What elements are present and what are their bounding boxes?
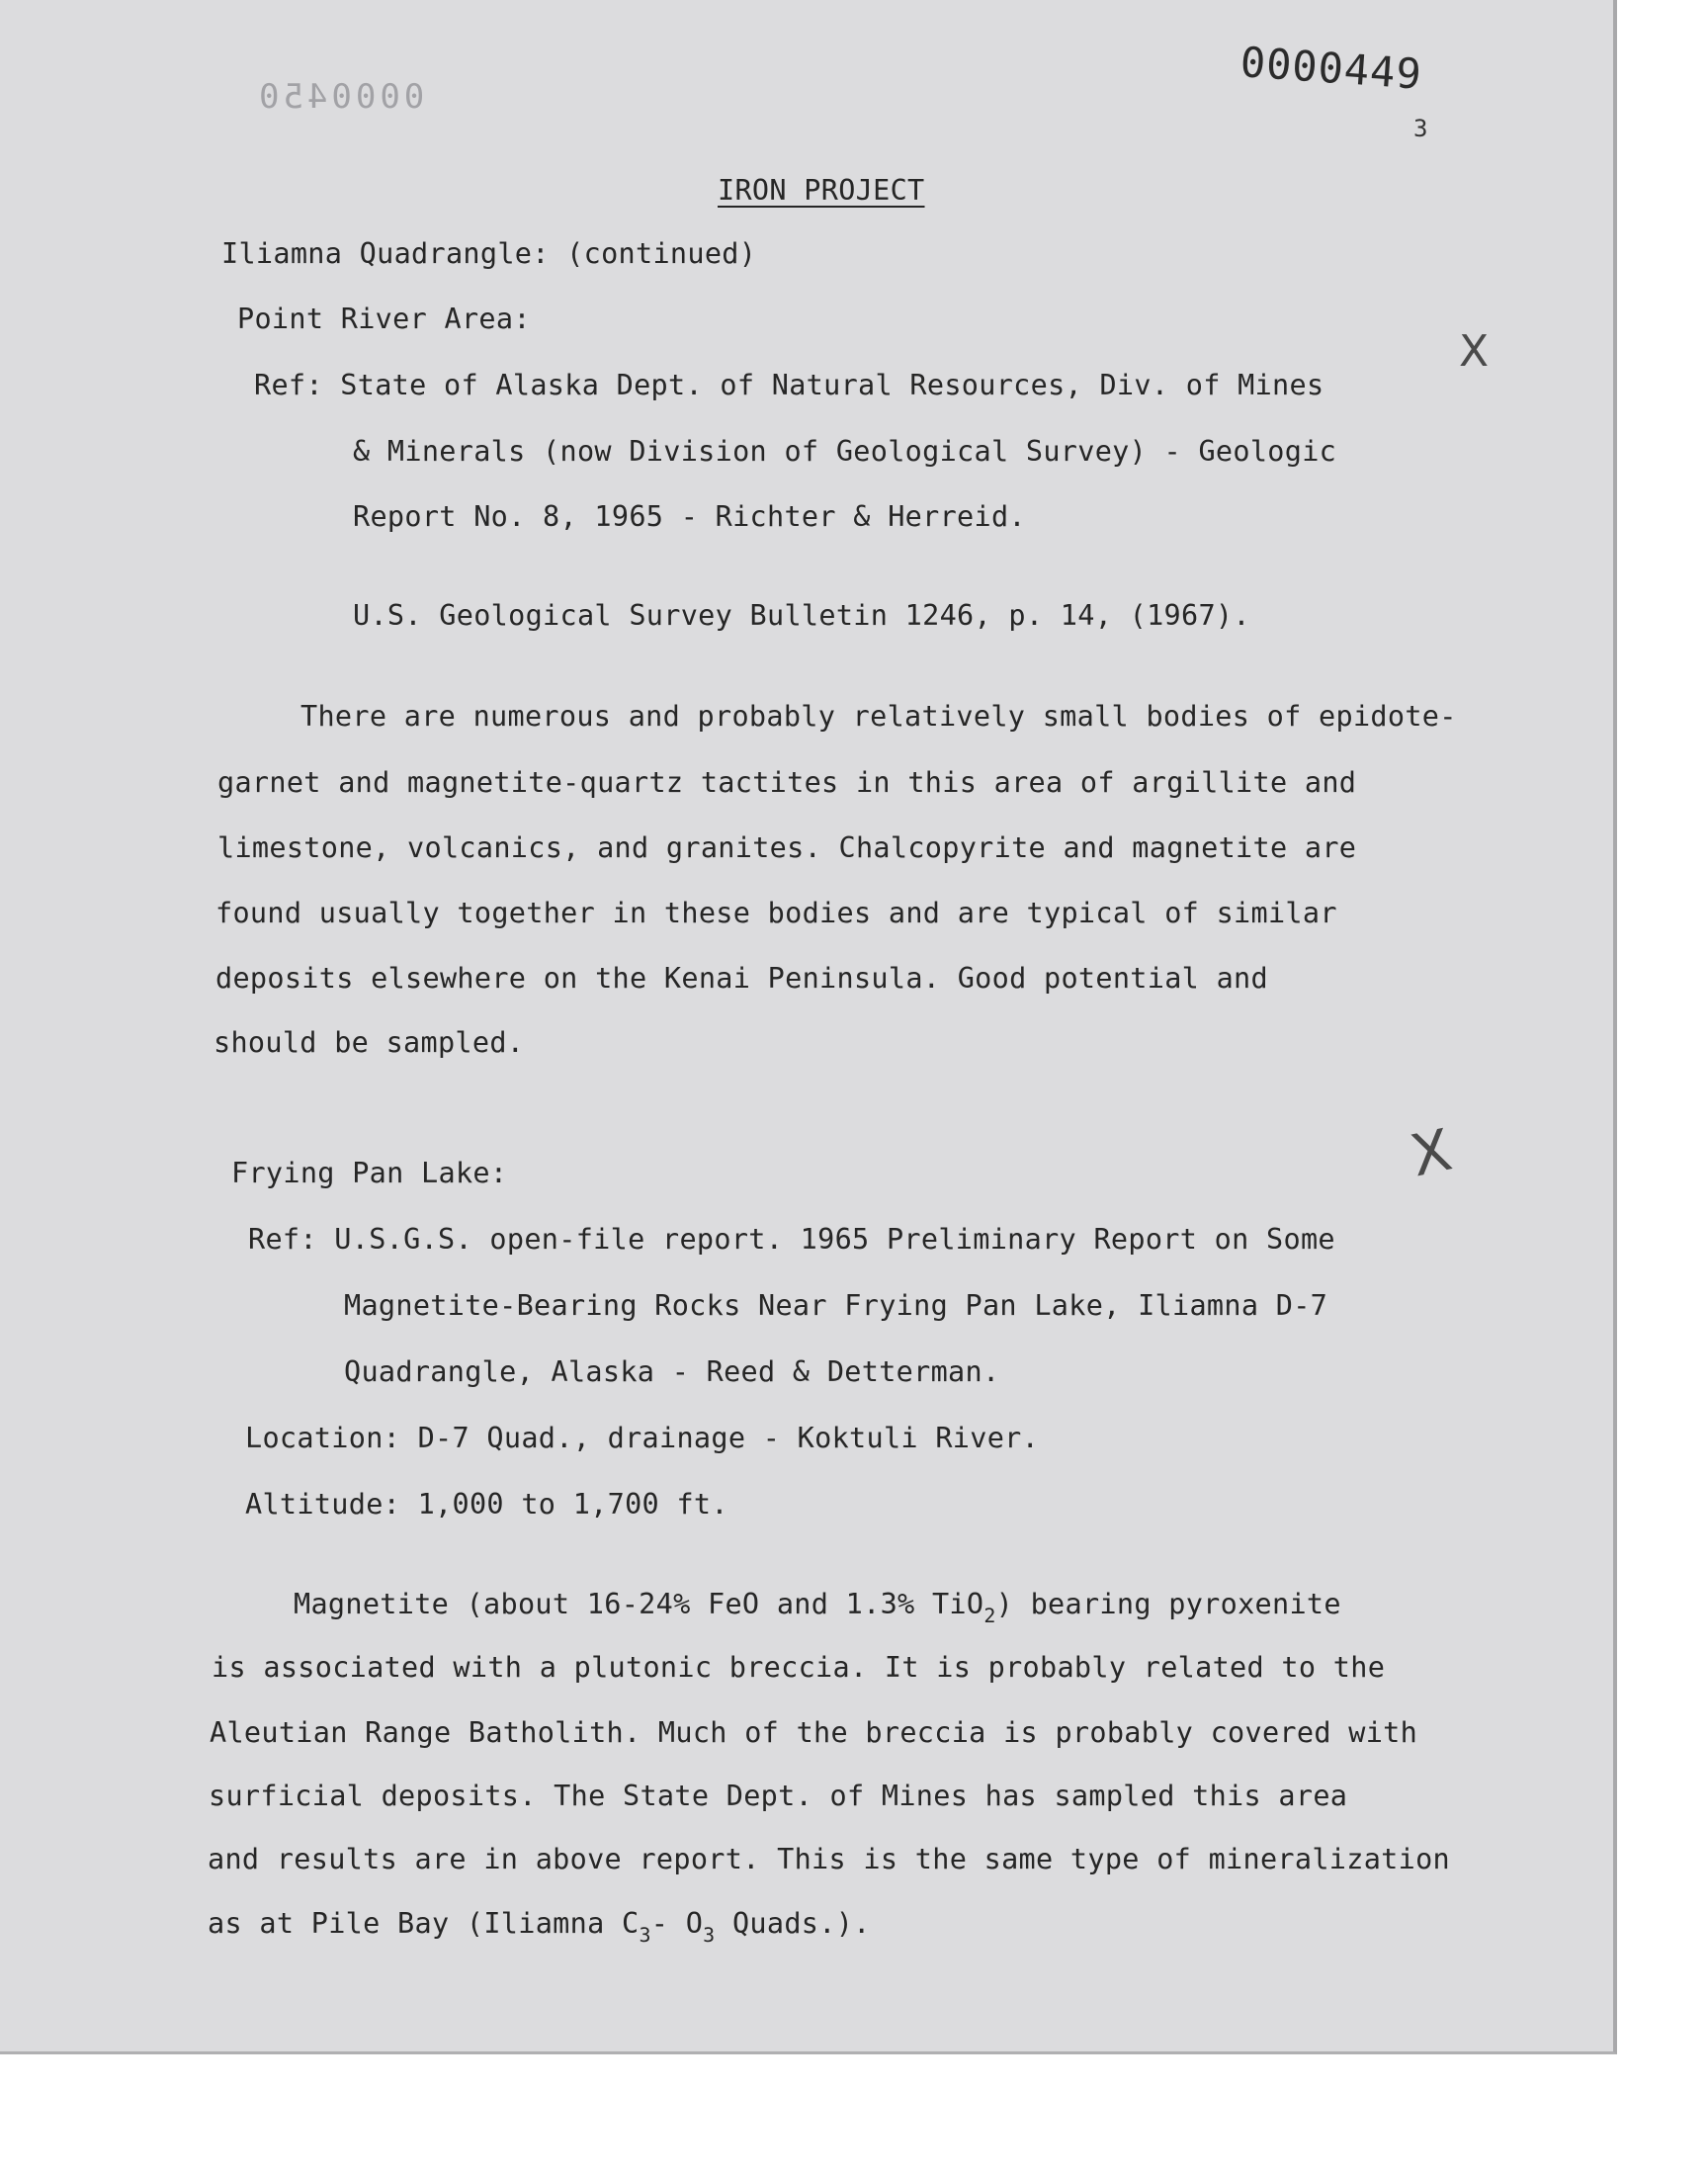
- page-number: 3: [1413, 115, 1428, 142]
- reference-line: Ref: State of Alaska Dept. of Natural Resources, Div. of Mines: [254, 369, 1324, 401]
- reference-line: Quadrangle, Alaska - Reed & Detterman.: [344, 1355, 1000, 1388]
- document-stamp-number: 0000449: [1238, 38, 1424, 99]
- paragraph-line: should be sampled.: [214, 1026, 525, 1059]
- section-heading: Iliamna Quadrangle: (continued): [221, 237, 757, 270]
- paragraph-line: surficial deposits. The State Dept. of Mines has sampled this area: [209, 1780, 1348, 1812]
- paragraph-line: garnet and magnetite-quartz tactites in this area of argillite and: [217, 766, 1357, 799]
- paragraph-line: deposits elsewhere on the Kenai Peninsula. Good potential and: [215, 962, 1268, 995]
- subsection-heading: Frying Pan Lake:: [231, 1157, 508, 1189]
- paragraph-line: is associated with a plutonic breccia. It is probably related to the: [212, 1651, 1386, 1684]
- paragraph-line: and results are in above report. This is the same type of mineralization: [208, 1843, 1451, 1875]
- reference-line: U.S. Geological Survey Bulletin 1246, p. 14, (1967).: [353, 599, 1250, 632]
- paragraph-line: limestone, volcanics, and granites. Chalcopyrite and magnetite are: [217, 831, 1357, 864]
- reference-line: Report No. 8, 1965 - Richter & Herreid.: [353, 500, 1026, 533]
- subsection-heading: Point River Area:: [237, 303, 531, 335]
- reference-line: Magnetite-Bearing Rocks Near Frying Pan Lake, Iliamna D-7: [344, 1289, 1328, 1322]
- paragraph-line: Magnetite (about 16-24% FeO and 1.3% TiO$_2$) bearing pyroxenite: [294, 1588, 1341, 1627]
- margin-check-mark: X: [1405, 1115, 1458, 1190]
- location-line: Location: D-7 Quad., drainage - Koktuli River.: [245, 1422, 1040, 1454]
- reference-line: Ref: U.S.G.S. open-file report. 1965 Preliminary Report on Some: [248, 1223, 1335, 1256]
- reference-line: & Minerals (now Division of Geological Survey) - Geologic: [353, 435, 1337, 468]
- paragraph-line: Aleutian Range Batholith. Much of the breccia is probably covered with: [210, 1716, 1418, 1749]
- margin-check-mark: X: [1459, 326, 1490, 377]
- paragraph-line: as at Pile Bay (Iliamna $C_3-$ $O_3$ Quads.).: [208, 1907, 871, 1947]
- paragraph-line: found usually together in these bodies and are typical of similar: [215, 897, 1337, 929]
- bleed-through-number: 0000450: [255, 77, 425, 117]
- paragraph-line: There are numerous and probably relatively small bodies of epidote-: [300, 700, 1457, 733]
- altitude-line: Altitude: 1,000 to 1,700 ft.: [245, 1488, 728, 1521]
- document-title: IRON PROJECT: [718, 174, 925, 207]
